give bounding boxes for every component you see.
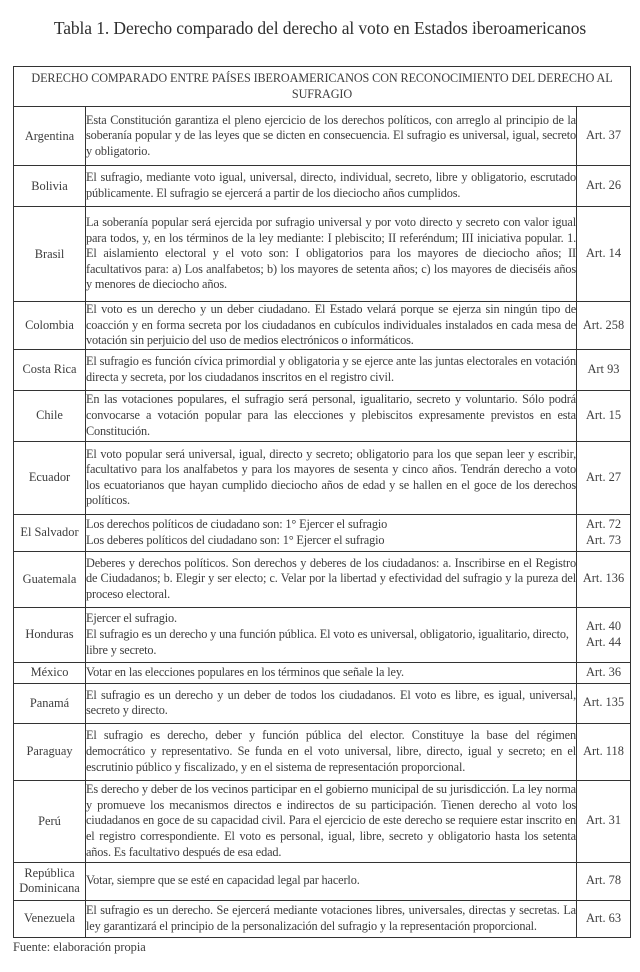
- article-cell: [577, 514, 631, 551]
- country-cell: Chile: [14, 390, 86, 441]
- country-cell: México: [14, 662, 86, 683]
- article-number: Art. 72: [585, 517, 622, 532]
- table-row: [14, 107, 631, 166]
- provision-text-cell: [86, 514, 577, 551]
- provision-text-cell: El sufragio es un derecho. Se ejercerá mediante votaciones libres, universales, directas y secretas. La ley garantizará el principio de la personalización del sufragio y la representación proporcional.: [86, 900, 577, 937]
- table-row: [14, 780, 631, 862]
- provision-text-cell: El sufragio es función cívica primordial y obligatoria y se ejerce ante las juntas electorales en votación directa y secreta, por los ciudadanos inscritos en el registro civil.: [86, 349, 577, 390]
- table-caption: Tabla 1. Derecho comparado del derecho al voto en Estados iberoamericanos: [53, 18, 587, 38]
- provision-text-cell: Deberes y derechos políticos. Son derechos y deberes de los ciudadanos: a. Inscribirse en el Registro de Ciudadanos; b. Elegir y ser electo; c. Velar por la libertad y efectividad del sufragio y la pureza del proceso electoral.: [86, 551, 577, 607]
- article-number: Art. 26: [585, 178, 622, 193]
- table-row: [14, 662, 631, 683]
- table-row: [14, 607, 631, 662]
- country-cell: Venezuela: [14, 900, 86, 937]
- article-number: Art. 118: [583, 743, 624, 758]
- provision-text-cell: Votar en las elecciones populares en los términos que señale la ley.: [86, 662, 577, 683]
- article-number: Art. 40: [585, 619, 622, 634]
- country-cell: Argentina: [14, 107, 86, 166]
- table-row: [14, 514, 631, 551]
- table-row: [14, 441, 631, 514]
- table-row: [14, 166, 631, 207]
- table-header: DERECHO COMPARADO ENTRE PAÍSES IBEROAMERICANOS CON RECONOCIMIENTO DEL DERECHO AL SUFRAGIO: [14, 67, 631, 107]
- table-row: [14, 551, 631, 607]
- country-cell: Guatemala: [14, 551, 86, 607]
- provision-text-cell: El sufragio, mediante voto igual, universal, directo, individual, secreto, libre y obligatorio, escrutado públicamente. El sufragio se ejercerá a partir de los dieciocho años cumplidos.: [86, 166, 577, 207]
- table-row: [14, 683, 631, 723]
- article-cell: [577, 900, 631, 937]
- article-number: Art. 135: [582, 695, 625, 710]
- article-cell: [577, 662, 631, 683]
- article-cell: [577, 441, 631, 514]
- provision-text-cell: Votar, siempre que se esté en capacidad legal par hacerlo.: [86, 862, 577, 900]
- provision-text-cell: El voto es un derecho y un deber ciudadano. El Estado velará porque se ejerza sin ningún tipo de coacción y en forma secreta por los ciudadanos en cubículos individuales instalados en cada mesa de votación sin perjuicio del uso de medios electrónicos o informáticos.: [86, 302, 577, 350]
- article-cell: [577, 723, 631, 780]
- article-cell: [577, 780, 631, 862]
- article-number: Art. 258: [582, 317, 625, 332]
- article-number: Art. 27: [585, 469, 622, 484]
- country-cell: El Salvador: [14, 514, 86, 551]
- table-row: [14, 862, 631, 900]
- article-cell: [577, 683, 631, 723]
- article-cell: [577, 390, 631, 441]
- table-row: [14, 723, 631, 780]
- article-cell: [577, 166, 631, 207]
- table-row: [14, 390, 631, 441]
- source-note: Fuente: elaboración propia: [13, 940, 146, 954]
- country-cell: Paraguay: [14, 723, 86, 780]
- article-cell: [577, 207, 631, 302]
- country-cell: Ecuador: [14, 441, 86, 514]
- provision-text-cell: El sufragio es un derecho y un deber de todos los ciudadanos. El voto es libre, es igual, universal, secreto y directo.: [86, 683, 577, 723]
- table-header-row: [14, 67, 631, 107]
- article-number: Art. 14: [585, 246, 622, 261]
- article-number: Art 93: [587, 361, 620, 376]
- article-number: Art. 44: [585, 634, 622, 649]
- article-cell: [577, 862, 631, 900]
- country-cell: Panamá: [14, 683, 86, 723]
- article-number: Art. 73: [585, 532, 622, 547]
- table-row: [14, 302, 631, 350]
- provision-text-cell: Esta Constitución garantiza el pleno ejercicio de los derechos políticos, con arreglo al principio de la soberanía popular y de las leyes que se dicten en consecuencia. El sufragio es universal, igual, secreto y obligatorio.: [86, 107, 577, 166]
- provision-line: Los derechos políticos de ciudadano son: 1° Ejercer el sufragio: [86, 517, 388, 532]
- article-number: Art. 37: [585, 128, 622, 143]
- table-row: [14, 349, 631, 390]
- provision-line: Ejercer el sufragio.: [86, 611, 177, 626]
- table-body: [14, 107, 631, 938]
- country-cell: Bolivia: [14, 166, 86, 207]
- provision-line: Los deberes políticos del ciudadano son: 1° Ejercer el sufragio: [86, 532, 385, 547]
- article-number: Art. 63: [585, 910, 622, 925]
- article-cell: [577, 302, 631, 350]
- article-cell: [577, 349, 631, 390]
- provision-text-cell: En las votaciones populares, el sufragio será personal, igualitario, secreto y voluntario. Sólo podrá convocarse a votación popular para las elecciones y plebiscitos expresamente previstos en esta Constitución.: [86, 390, 577, 441]
- article-number: Art. 15: [585, 407, 622, 422]
- country-cell: Brasil: [14, 207, 86, 302]
- table-row: [14, 207, 631, 302]
- article-cell: [577, 107, 631, 166]
- article-number: Art. 36: [585, 664, 622, 679]
- provision-text-cell: La soberanía popular será ejercida por sufragio universal y por voto directo y secreto con valor igual para todos, y, en los términos de la ley mediante: I plebiscito; II referéndum; III iniciativa popular. 1. El aislamiento electoral y el voto son: I obligatorios para los mayores de dieciocho años; II facultativos para: a) Los analfabetos; b) los mayores de setenta años; c) los mayores de dieciséis años y menores de dieciocho años.: [86, 207, 577, 302]
- article-cell: [577, 607, 631, 662]
- comparative-law-table: [13, 66, 631, 938]
- article-number: Art. 31: [585, 813, 622, 828]
- country-cell: República Dominicana: [14, 862, 86, 900]
- provision-text-cell: El voto popular será universal, igual, directo y secreto; obligatorio para los que sepan leer y escribir, facultativo para los analfabetos y para los mayores de sesenta y cinco años. Tendrán derecho a voto los ecuatorianos que hayan cumplido dieciocho años de edad y se hallen en el goce de los derechos políticos.: [86, 441, 577, 514]
- country-cell: Colombia: [14, 302, 86, 350]
- provision-text-cell: Es derecho y deber de los vecinos participar en el gobierno municipal de su jurisdicción. La ley norma y promueve los mecanismos directos e indirectos de su participación. Tienen derecho al voto los ciudadanos en goce de su capacidad civil. Para el ejercicio de este derecho se requiere estar inscrito en el registro correspondiente. El voto es personal, igual, libre, secreto y obligatorio hasta los setenta años. Es facultativo después de esa edad.: [86, 780, 577, 862]
- provision-text-cell: [86, 607, 577, 662]
- article-number: Art. 78: [585, 873, 622, 888]
- article-cell: [577, 551, 631, 607]
- provision-text-cell: El sufragio es derecho, deber y función pública del elector. Constituye la base del régimen democrático y representativo. Se funda en el voto universal, libre, directo, igual y secreto; en el escrutinio público y fiscalizado, y en el sistema de representación proporcional.: [86, 723, 577, 780]
- country-cell: Costa Rica: [14, 349, 86, 390]
- article-number: Art. 136: [582, 571, 625, 586]
- provision-line: El sufragio es un derecho y una función pública. El voto es universal, obligatorio, igualitario, directo, libre y secreto.: [86, 626, 569, 657]
- country-cell: Perú: [14, 780, 86, 862]
- country-cell: Honduras: [14, 607, 86, 662]
- table-row: [14, 900, 631, 937]
